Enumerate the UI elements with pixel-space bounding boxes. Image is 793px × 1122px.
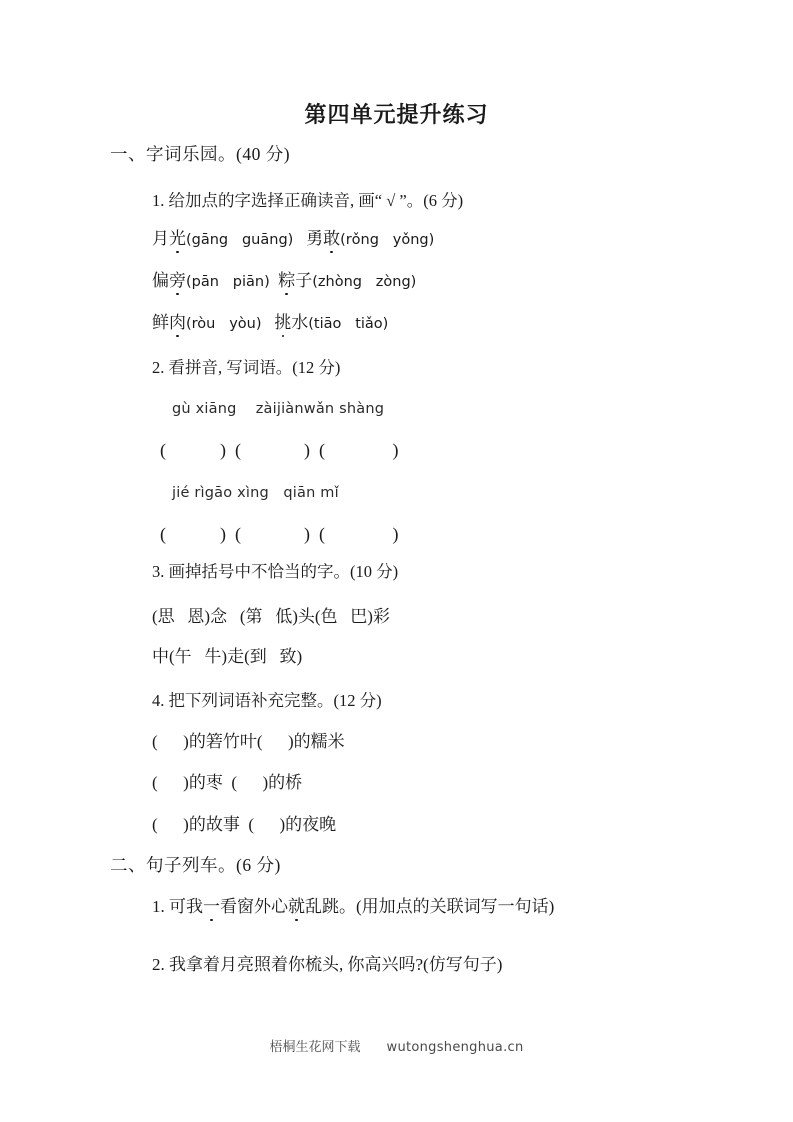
dotted-char: 粽 (278, 271, 296, 290)
complete-word-line-2[interactable]: ( )的枣 ( )的桥 (152, 773, 303, 792)
item-heading-1-4: 4. 把下列词语补充完整。(12 分) (152, 691, 382, 710)
dotted-char: 挑 (274, 313, 292, 332)
dotted-char: 肉 (169, 313, 186, 332)
section-heading-1: 一、字词乐园。(40 分) (110, 144, 291, 164)
footer-site-name: 梧桐生花网下载 (269, 1039, 361, 1054)
footer-url: wutongshenghua.cn (386, 1040, 524, 1055)
complete-word-line-1[interactable]: ( )的箬竹叶( )的糯米 (152, 732, 345, 751)
cross-out-line-1[interactable]: (思 恩)念 (第 低)头(色 巴)彩 (152, 607, 390, 626)
choice-line-1 (152, 230, 434, 248)
dotted-char: 一 (203, 897, 220, 916)
dotted-char: 就 (288, 897, 305, 916)
item-heading-1-3: 3. 画掉括号中不恰当的字。(10 分) (152, 562, 399, 581)
choice-word-2: 勇敢(rǒng yǒng) (306, 229, 435, 248)
blank-row-2[interactable]: ( ) ( ) ( ) (160, 524, 399, 544)
dotted-char: 旁 (169, 271, 186, 290)
item-heading-1-2: 2. 看拼音, 写词语。(12 分) (152, 358, 341, 377)
pinyin-row-2: jié rìgāo xìng qiān mǐ (172, 485, 339, 501)
complete-word-line-3[interactable]: ( )的故事 ( )的夜晚 (152, 815, 337, 834)
choice-word-6: 挑水(tiāo tiǎo) (274, 313, 389, 332)
pinyin-row-1: gù xiāng zàijiànwǎn shàng (172, 401, 385, 417)
question-number: 1. (152, 897, 165, 916)
choice-line-3 (152, 314, 388, 332)
choice-word-1: 月光(gāng guāng) (152, 229, 294, 248)
footer-watermark (0, 1036, 793, 1055)
choice-line-2 (152, 272, 416, 290)
page-title: 第四单元提升练习 (304, 102, 489, 127)
choice-word-3: 偏旁(pān piān) (152, 271, 270, 290)
dotted-char: 光 (169, 229, 186, 248)
cross-out-line-2[interactable]: 中(午 牛)走(到 致) (152, 647, 303, 666)
item-heading-1-1: 1. 给加点的字选择正确读音, 画“ √ ”。(6 分) (152, 191, 464, 210)
blank-row-1[interactable]: ( ) ( ) ( ) (160, 440, 399, 460)
question-2-1: 1. 可我一看窗外心就乱跳。(用加点的关联词写一句话) (152, 897, 555, 916)
question-number: 2. (152, 955, 165, 974)
question-2-2: 2. 我拿着月亮照着你梳头, 你高兴吗?(仿写句子) (152, 955, 503, 974)
section-heading-2: 二、句子列车。(6 分) (110, 855, 281, 875)
dotted-char: 敢 (323, 229, 341, 248)
choice-word-5: 鲜肉(ròu yòu) (152, 313, 262, 332)
choice-word-4: 粽子(zhòng zòng) (278, 271, 417, 290)
